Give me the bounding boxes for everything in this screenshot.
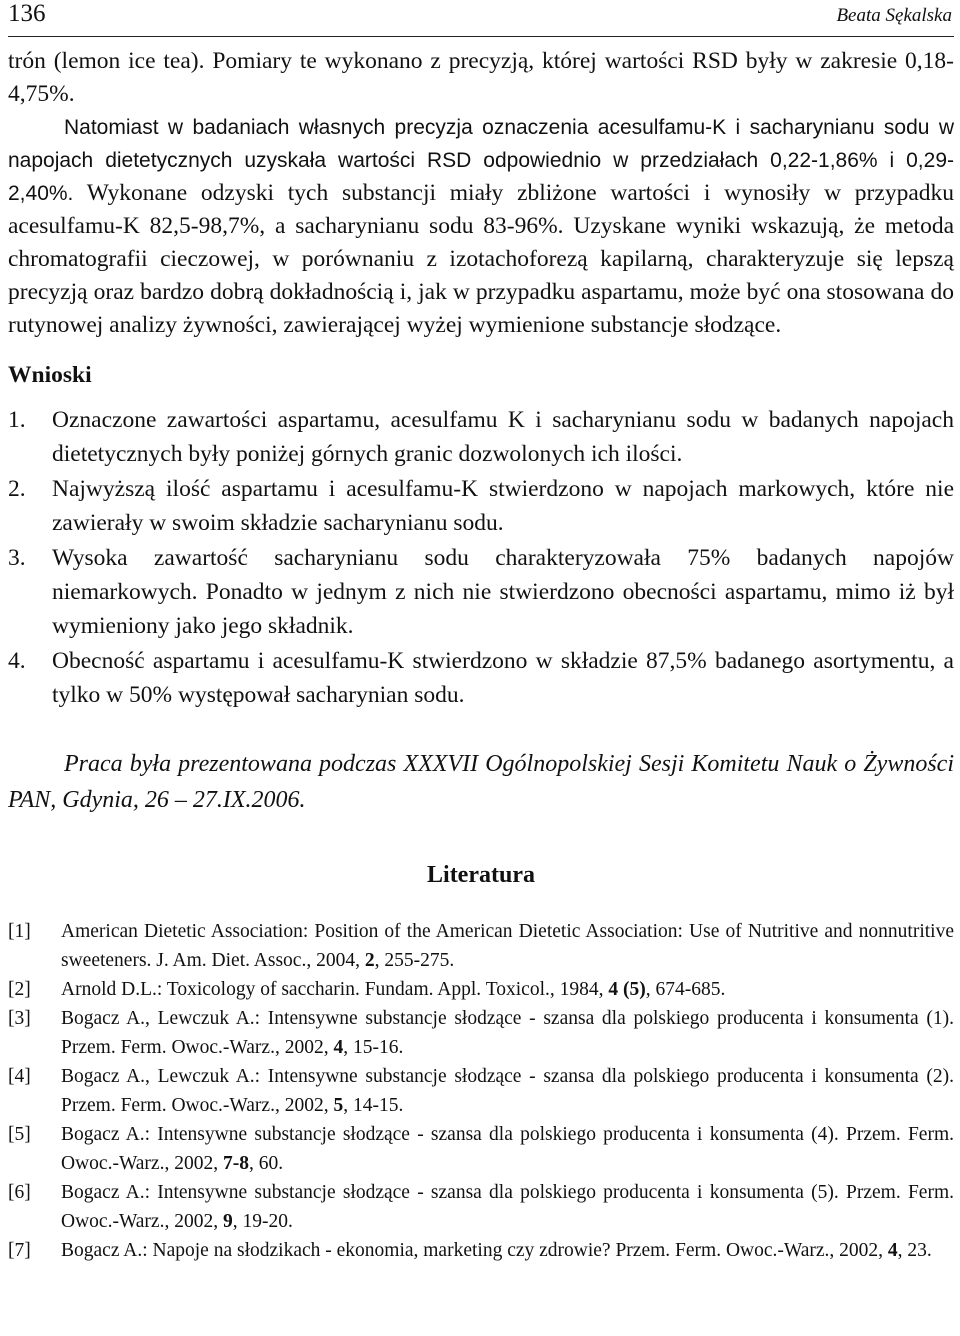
- reference-pages: , 19-20.: [232, 1211, 293, 1232]
- reference-volume: 2: [364, 950, 375, 971]
- reference-item: [8, 1004, 954, 1062]
- paragraph-text: Uzyskane wyniki wskazują, że metoda chromatografii cieczowej, w porównaniu z izotachoforezą kapilarną, charakteryzuje się lepszą precyzją oraz bardzo dobrą dokładnością i, jak w przypadku aspartamu, może być ona stosowana do rutynowej analizy żywności, zawierającej wyżej wymienione substancje słodzące.: [8, 213, 955, 338]
- reference-item: [8, 975, 954, 1004]
- reference-number: [1]: [8, 921, 31, 942]
- body-text: [8, 45, 954, 342]
- conclusion-item: [8, 541, 954, 643]
- running-author: Beata Sękalska: [836, 5, 952, 26]
- reference-pages: , 15-16.: [343, 1037, 404, 1058]
- reference-item: [8, 1062, 954, 1120]
- reference-text: American Dietetic Association: Position of the American Dietetic Association: Use of Nutritive and nonnutritive sweeteners. J. Am. Diet. Assoc., 2004,: [61, 921, 954, 971]
- reference-text: Bogacz A., Lewczuk A.: Intensywne substancje słodzące - szansa dla polskiego producenta i konsumenta (1). Przem. Ferm. Owoc.-Warz., 2002,: [61, 1008, 954, 1058]
- reference-pages: , 674-685.: [645, 979, 726, 1000]
- reference-volume: 4: [333, 1037, 344, 1058]
- reference-text: Arnold D.L.: Toxicology of saccharin. Fundam. Appl. Toxicol., 1984,: [61, 979, 609, 1000]
- paragraph-text: trón (lemon ice tea). Pomiary te wykonano z precyzją, której wartości RSD były w zakresie 0,18-4,75%.: [8, 48, 954, 107]
- conclusion-item: [8, 403, 954, 471]
- reference-item: [8, 1236, 954, 1265]
- reference-text: Bogacz A.: Intensywne substancje słodzące - szansa dla polskiego producenta i konsumenta (5). Przem. Ferm. Owoc.-Warz., 2002,: [61, 1182, 954, 1232]
- reference-text: Bogacz A., Lewczuk A.: Intensywne substancje słodzące - szansa dla polskiego producenta i konsumenta (2). Przem. Ferm. Owoc.-Warz., 2002,: [61, 1066, 954, 1116]
- conclusion-item: [8, 472, 954, 540]
- conclusion-number: 3.: [8, 545, 26, 571]
- conclusion-text: Obecność aspartamu i acesulfamu-K stwierdzono w składzie 87,5% badanego asortymentu, a tylko w 50% występował sacharynian sodu.: [52, 648, 954, 708]
- section-heading-wnioski: Wnioski: [8, 362, 92, 388]
- conclusion-text: Oznaczone zawartości aspartamu, acesulfamu K i sacharynianu sodu w badanych napojach dietetycznych były poniżej górnych granic dozwolonych ich ilości.: [52, 407, 954, 467]
- section-heading-literatura: Literatura: [427, 862, 535, 888]
- conclusion-text: Wysoka zawartość sacharynianu sodu charakteryzowała 75% badanych napojów niemarkowych. Ponadto w jednym z nich nie stwierdzono obecności aspartamu, mimo iż był wymieniony jako jego składnik.: [52, 545, 954, 639]
- conclusion-number: 4.: [8, 648, 26, 674]
- reference-item: [8, 1120, 954, 1178]
- reference-list: [8, 917, 954, 1265]
- reference-number: [6]: [8, 1182, 31, 1203]
- reference-text: Bogacz A.: Intensywne substancje słodzące - szansa dla polskiego producenta i konsumenta (4). Przem. Ferm. Owoc.-Warz., 2002,: [61, 1124, 954, 1174]
- paragraph: [8, 45, 954, 111]
- reference-item: [8, 917, 954, 975]
- conclusions-list: [8, 403, 954, 712]
- reference-pages: , 60.: [248, 1153, 284, 1174]
- page: [8, 0, 954, 1265]
- reference-pages: , 14-15.: [343, 1095, 404, 1116]
- paragraph: [8, 111, 954, 342]
- conclusion-text: Najwyższą ilość aspartamu i acesulfamu-K stwierdzono w napojach markowych, które nie zawierały w swoim składzie sacharynianu sodu.: [52, 476, 954, 536]
- conclusion-number: 1.: [8, 407, 26, 433]
- reference-volume: 9: [222, 1211, 233, 1232]
- reference-item: [8, 1178, 954, 1236]
- running-header: [8, 0, 954, 37]
- reference-number: [5]: [8, 1124, 31, 1145]
- reference-volume: 4: [887, 1240, 898, 1261]
- reference-volume: 5: [333, 1095, 344, 1116]
- presentation-note: Praca była prezentowana podczas XXXVII Ogólnopolskiej Sesji Komitetu Nauk o Żywności PAN, Gdynia, 26 – 27.IX.2006.: [8, 751, 954, 813]
- page-number: 136: [8, 0, 46, 27]
- reference-pages: , 23.: [897, 1240, 932, 1261]
- reference-number: [7]: [8, 1240, 31, 1261]
- paragraph-text-sans: Natomiast w badaniach własnych precyzja oznaczenia acesulfamu-K i sacharynianu sodu w napojach dietetycznych uzyskała wartości RSD odpowiednio w przedziałach 0,22-1,86% i 0,29-2,40%.: [8, 116, 954, 205]
- conclusion-item: [8, 644, 954, 712]
- reference-volume: 7-8: [222, 1153, 249, 1174]
- reference-number: [4]: [8, 1066, 31, 1087]
- reference-number: [2]: [8, 979, 31, 1000]
- conclusion-number: 2.: [8, 476, 26, 502]
- reference-pages: , 255-275.: [374, 950, 455, 971]
- reference-text: Bogacz A.: Napoje na słodzikach - ekonomia, marketing czy zdrowie? Przem. Ferm. Owoc.-Warz., 2002,: [61, 1240, 888, 1261]
- reference-number: [3]: [8, 1008, 31, 1029]
- paragraph-text: Wykonane odzyski tych substancji miały zbliżone wartości i wynosiły w przypadku acesulfamu-K 82,5-98,7%, a sacharynianu sodu 83-96%.: [8, 180, 954, 239]
- reference-volume: 4 (5): [608, 979, 646, 1000]
